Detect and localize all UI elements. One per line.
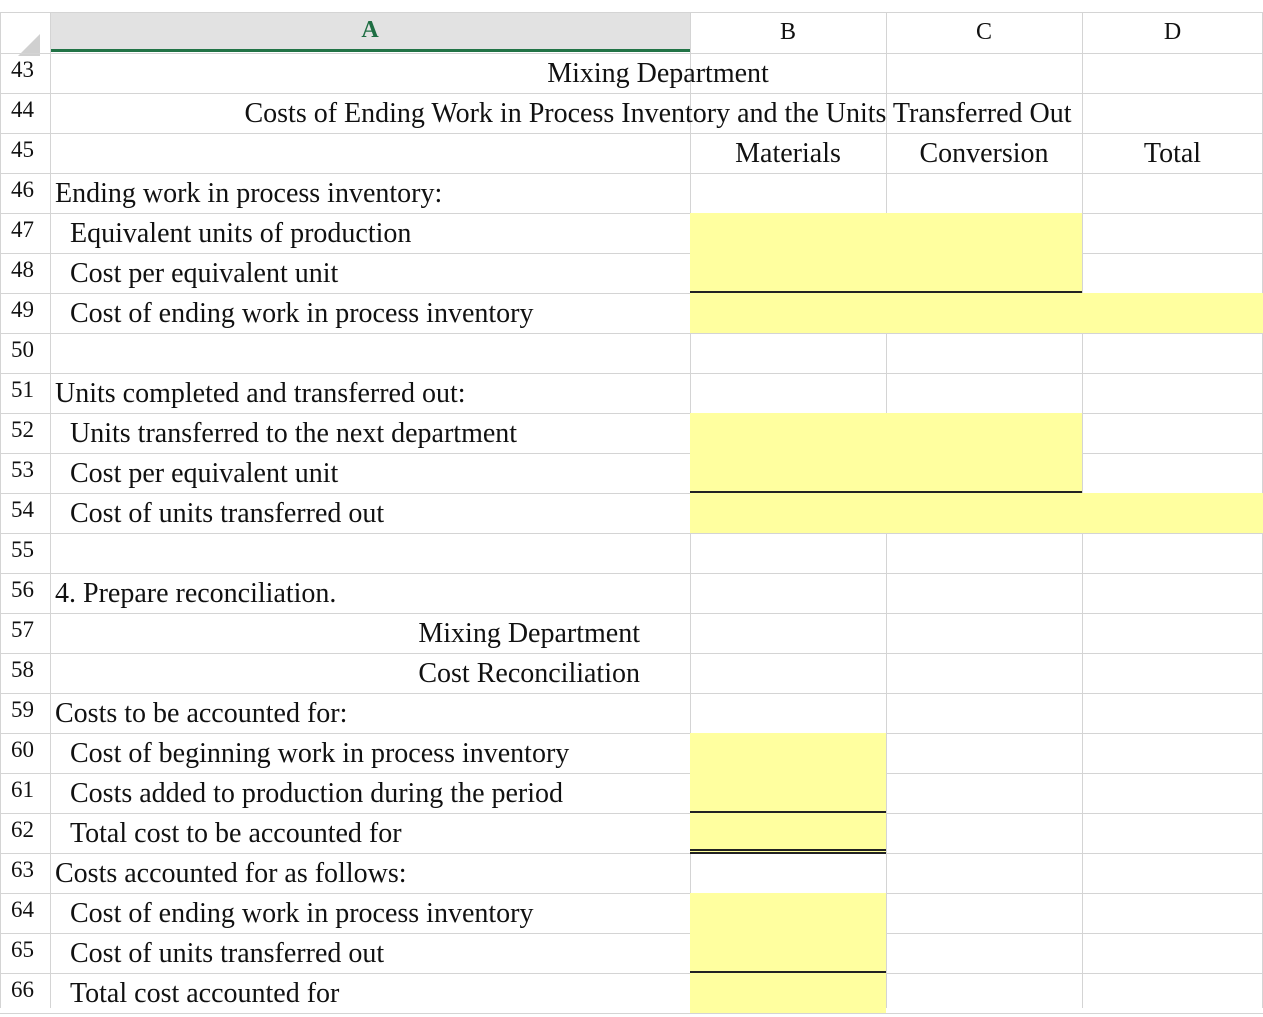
- column-header-b[interactable]: B: [690, 12, 886, 52]
- double-underline-row-62: [690, 849, 886, 854]
- input-cell-row-47[interactable]: [690, 213, 1082, 253]
- row-header-48[interactable]: 48: [11, 257, 34, 282]
- row-header-50[interactable]: 50: [11, 337, 34, 362]
- column-header-d[interactable]: D: [1082, 12, 1263, 52]
- row-header-52[interactable]: 52: [11, 417, 34, 442]
- input-cell-row-62[interactable]: [690, 813, 886, 853]
- row-header-59[interactable]: 59: [11, 697, 34, 722]
- cell-c45[interactable]: Conversion: [919, 138, 1049, 169]
- cell-a51[interactable]: Units completed and transferred out:: [55, 378, 466, 409]
- cell-b45[interactable]: Materials: [735, 138, 841, 169]
- input-cell-row-65[interactable]: [690, 933, 886, 973]
- cell-a63[interactable]: Costs accounted for as follows:: [55, 858, 407, 889]
- input-cell-row-54[interactable]: [690, 493, 1263, 533]
- row-header-55[interactable]: 55: [11, 537, 34, 562]
- row-header-65[interactable]: 65: [11, 937, 34, 962]
- cell-a43[interactable]: Mixing Department: [547, 58, 769, 89]
- input-cell-row-53[interactable]: [690, 453, 1082, 493]
- cell-a47[interactable]: Equivalent units of production: [70, 218, 412, 249]
- row-header-57[interactable]: 57: [11, 617, 34, 642]
- row-header-62[interactable]: 62: [11, 817, 34, 842]
- gridline-horizontal-12: [0, 533, 1263, 534]
- cell-a61[interactable]: Costs added to production during the period: [70, 778, 564, 809]
- input-cell-row-49[interactable]: [690, 293, 1263, 333]
- input-cell-row-60[interactable]: [690, 733, 886, 773]
- input-cell-row-61[interactable]: [690, 773, 886, 813]
- column-header-c[interactable]: C: [886, 12, 1082, 52]
- row-header-45[interactable]: 45: [11, 137, 34, 162]
- cell-a53[interactable]: Cost per equivalent unit: [70, 458, 339, 489]
- input-cell-row-48[interactable]: [690, 253, 1082, 293]
- row-header-60[interactable]: 60: [11, 737, 34, 762]
- total-underline-row-48: [690, 291, 1082, 293]
- gridline-vertical-1: [50, 12, 51, 1008]
- cell-a64[interactable]: Cost of ending work in process inventory: [70, 898, 534, 929]
- cell-a46[interactable]: Ending work in process inventory:: [55, 178, 443, 209]
- row-header-53[interactable]: 53: [11, 457, 34, 482]
- row-header-54[interactable]: 54: [11, 497, 34, 522]
- row-header-49[interactable]: 49: [11, 297, 34, 322]
- cell-a44[interactable]: Costs of Ending Work in Process Inventory and the Units Transferred Out: [244, 98, 1072, 129]
- input-cell-row-52[interactable]: [690, 413, 1082, 453]
- input-cell-row-66[interactable]: [690, 973, 886, 1013]
- total-underline-row-65: [690, 971, 886, 973]
- cell-a62[interactable]: Total cost to be accounted for: [70, 818, 402, 849]
- cell-d45[interactable]: Total: [1143, 138, 1202, 169]
- column-header-a[interactable]: A: [50, 12, 690, 52]
- gridline-horizontal-7: [0, 333, 1263, 334]
- gridline-horizontal-24: [0, 1013, 1263, 1014]
- row-header-61[interactable]: 61: [11, 777, 34, 802]
- row-header-58[interactable]: 58: [11, 657, 34, 682]
- row-header-47[interactable]: 47: [11, 217, 34, 242]
- cell-a65[interactable]: Cost of units transferred out: [70, 938, 385, 969]
- row-header-51[interactable]: 51: [11, 377, 34, 402]
- row-header-44[interactable]: 44: [11, 97, 34, 122]
- cell-a58[interactable]: Cost Reconciliation: [418, 658, 640, 689]
- row-header-46[interactable]: 46: [11, 177, 34, 202]
- row-header-56[interactable]: 56: [11, 577, 34, 602]
- row-header-43[interactable]: 43: [11, 57, 34, 82]
- cell-a48[interactable]: Cost per equivalent unit: [70, 258, 339, 289]
- cell-a59[interactable]: Costs to be accounted for:: [55, 698, 348, 729]
- cell-a49[interactable]: Cost of ending work in process inventory: [70, 298, 534, 329]
- cell-a57[interactable]: Mixing Department: [418, 618, 640, 649]
- total-underline-row-61: [690, 811, 886, 813]
- cell-a66[interactable]: Total cost accounted for: [70, 978, 340, 1009]
- row-header-64[interactable]: 64: [11, 897, 34, 922]
- cell-a52[interactable]: Units transferred to the next department: [70, 418, 518, 449]
- cell-a54[interactable]: Cost of units transferred out: [70, 498, 385, 529]
- gridline-header-top: [0, 12, 1263, 13]
- cell-a60[interactable]: Cost of beginning work in process inventory: [70, 738, 570, 769]
- total-underline-row-53: [690, 491, 1082, 493]
- row-header-63[interactable]: 63: [11, 857, 34, 882]
- cell-a56[interactable]: 4. Prepare reconciliation.: [55, 578, 337, 609]
- select-all-corner[interactable]: [0, 12, 50, 52]
- row-header-66[interactable]: 66: [11, 977, 34, 1002]
- input-cell-row-64[interactable]: [690, 893, 886, 933]
